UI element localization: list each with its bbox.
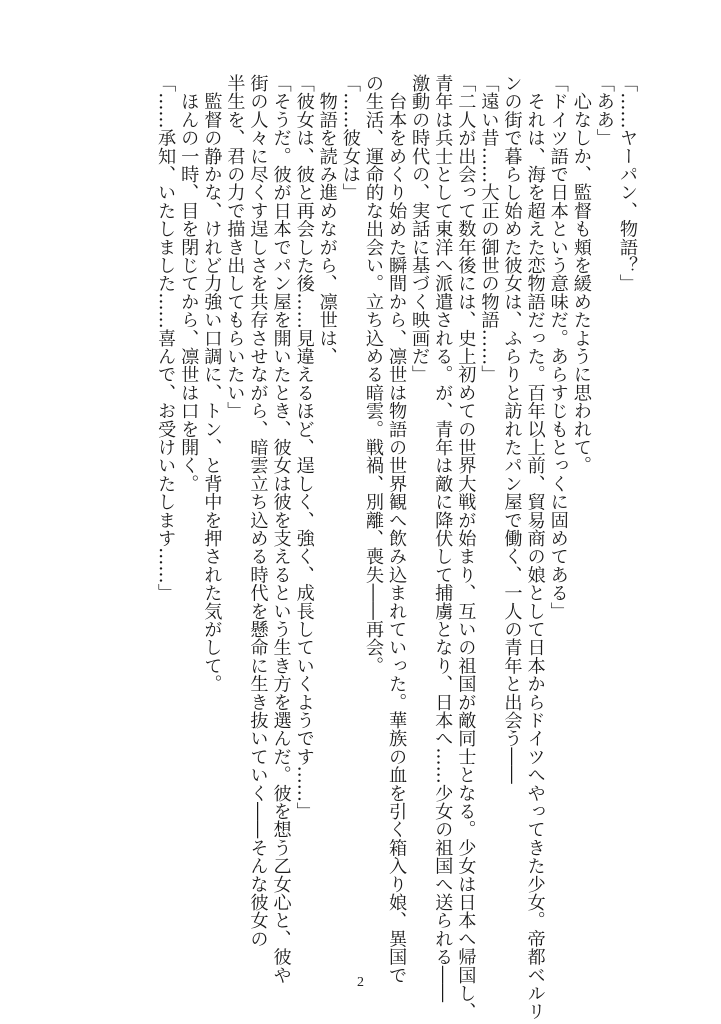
text-line: 「……彼女は」 bbox=[339, 74, 361, 202]
text-line: の生活、運命的な出会い。立ち込める暗雲。戦禍、別離、喪失――再会。 bbox=[362, 74, 384, 675]
text-line: ンの街で暮らし始めた彼女は、ふらりと訪れたパン屋で働く、一人の青年と出会う―― bbox=[501, 74, 523, 784]
text-line: 「遠い昔……大正の御世の物語……」 bbox=[478, 74, 500, 384]
text-line: 物語を読み進めながら、凛世は、 bbox=[316, 74, 338, 366]
text-line: 「……ヤーパン、物語？」 bbox=[617, 74, 638, 293]
text-line: 街の人々に尽くす逞しさを共存させながら、暗雲立ち込める時代を懸命に生き抜いていく――そんな彼女の bbox=[247, 74, 269, 948]
text-line: 「そうだ。彼が日本でパン屋を開いたとき、彼女は彼を支えるという生き方を選んだ。彼を想う乙女心と、彼や bbox=[270, 74, 292, 984]
text-line: 「彼女は、彼と再会した後……見違えるほど、逞しく、強く、成長していくようです……」 bbox=[293, 74, 315, 821]
text-line: 「二人が出会って数年後には、史上初めての世界大戦が始まり、互いの祖国が敵同士となる。少女は日本へ帰国し、 bbox=[455, 74, 477, 1021]
text-line: 「ああ」 bbox=[593, 74, 615, 147]
text-line: 「ドイツ語で日本という意味だ。あらすじもとっくに固めてある」 bbox=[547, 74, 569, 620]
text-line: 青年は兵士として東洋へ派遣される。が、青年は敵に降伏して捕虜となり、日本へ……少女の祖国へ送られる―― bbox=[432, 74, 454, 1003]
text-line: 「……承知、いたしました……喜んで、お受けいたします……」 bbox=[155, 74, 177, 602]
text-line: 監督の静かな、けれど力強い口調に、トン、と背中を押された気がして。 bbox=[201, 74, 223, 693]
vertical-text-body bbox=[154, 74, 639, 1021]
text-line: 半生を、君の力で描き出してもらいたい」 bbox=[224, 74, 246, 420]
text-line: 台本をめくり始めた瞬間から、凛世は物語の世界観へ飲み込まれていった。華族の血を引く箱入り娘、異国で bbox=[386, 74, 408, 984]
text-line: 激動の時代の、実話に基づく映画だ」 bbox=[409, 74, 431, 384]
text-line: 心なしか、監督も頬を緩めたように思われて。 bbox=[570, 74, 592, 475]
page-number: 2 bbox=[357, 975, 364, 990]
text-line: それは、海を超えた恋物語だった。百年以上前、貿易商の娘として日本からドイツへやってきた少女。帝都ベルリ bbox=[524, 74, 546, 1021]
text-line: ほんの一時、目を閉じてから、凛世は口を開く。 bbox=[178, 74, 200, 493]
